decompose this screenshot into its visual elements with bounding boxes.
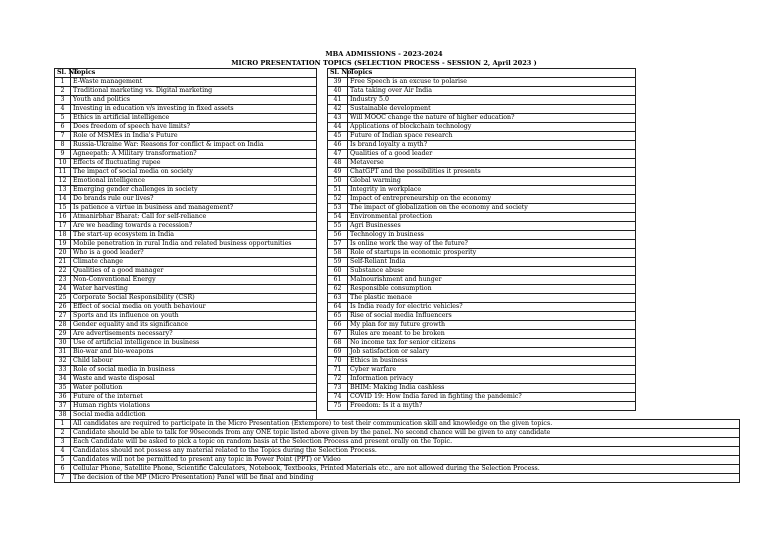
topic-text: Emotional intelligence <box>71 177 317 186</box>
topic-row <box>55 213 317 222</box>
row-number: 44 <box>328 123 348 132</box>
row-number: 30 <box>55 339 71 348</box>
topic-row <box>55 177 317 186</box>
row-number: 69 <box>328 348 348 357</box>
row-number: 72 <box>328 375 348 384</box>
row-number: 32 <box>55 357 71 366</box>
topic-row <box>328 213 636 222</box>
topic-row <box>55 249 317 258</box>
row-number: 1 <box>55 78 71 87</box>
topics-table-right <box>327 68 636 411</box>
topic-text: Effects of fluctuating rupee <box>71 159 317 168</box>
topic-row <box>55 186 317 195</box>
topic-text: BHIM: Making India cashless <box>348 384 636 393</box>
row-number: 5 <box>55 114 71 123</box>
row-number: 37 <box>55 402 71 411</box>
topic-text: Youth and politics <box>71 96 317 105</box>
topic-row <box>55 276 317 285</box>
topic-row <box>328 402 636 411</box>
row-number: 49 <box>328 168 348 177</box>
topic-row <box>328 267 636 276</box>
topic-row <box>328 249 636 258</box>
topic-row <box>328 186 636 195</box>
row-number: 4 <box>55 105 71 114</box>
topic-text: The impact of social media on society <box>71 168 317 177</box>
row-number: 6 <box>55 465 71 474</box>
row-number: 59 <box>328 258 348 267</box>
row-number: 55 <box>328 222 348 231</box>
row-number: 64 <box>328 303 348 312</box>
topic-text: Who is a good leader? <box>71 249 317 258</box>
row-number: 68 <box>328 339 348 348</box>
topic-text: Future of Indian space research <box>348 132 636 141</box>
row-number: 9 <box>55 150 71 159</box>
topic-text: Waste and waste disposal <box>71 375 317 384</box>
topic-text: My plan for my future growth <box>348 321 636 330</box>
topic-row <box>55 150 317 159</box>
row-number: 38 <box>55 411 71 420</box>
topic-row <box>328 231 636 240</box>
topic-text: Environmental protection <box>348 213 636 222</box>
topic-text: Tata taking over Air India <box>348 87 636 96</box>
topic-text: Will MOOC change the nature of higher education? <box>348 114 636 123</box>
topic-text: Effect of social media on youth behaviour <box>71 303 317 312</box>
topic-row <box>328 159 636 168</box>
row-number: 15 <box>55 204 71 213</box>
topic-row <box>328 195 636 204</box>
row-number: 27 <box>55 312 71 321</box>
topic-text: Bio-war and bio-weapons <box>71 348 317 357</box>
row-number: 39 <box>328 78 348 87</box>
topic-row <box>55 78 317 87</box>
header-sl-no: Sl. No <box>328 69 348 78</box>
topic-text: Mobile penetration in rural India and related business opportunities <box>71 240 317 249</box>
topic-text: Sports and its influence on youth <box>71 312 317 321</box>
row-number: 7 <box>55 474 71 483</box>
topic-row <box>328 87 636 96</box>
topic-text: Self-Reliant India <box>348 258 636 267</box>
topic-text: Climate change <box>71 258 317 267</box>
topic-text: Are advertisements necessary? <box>71 330 317 339</box>
topic-row <box>55 285 317 294</box>
topic-row <box>328 150 636 159</box>
topic-text: Applications of blockchain technology <box>348 123 636 132</box>
topic-text: Metaverse <box>348 159 636 168</box>
topic-text: Free Speech is an excuse to polarise <box>348 78 636 87</box>
document-title: MBA ADMISSIONS - 2023-2024 <box>325 50 443 58</box>
row-number: 58 <box>328 249 348 258</box>
row-number: 70 <box>328 357 348 366</box>
row-number: 31 <box>55 348 71 357</box>
topic-row <box>55 141 317 150</box>
note-text: Candidates should not possess any material related to the Topics during the Selection Process. <box>71 447 740 456</box>
topic-row <box>328 303 636 312</box>
topic-row <box>328 114 636 123</box>
topic-text: Non-Conventional Energy <box>71 276 317 285</box>
row-number: 3 <box>55 438 71 447</box>
topic-row <box>55 303 317 312</box>
topic-row <box>55 312 317 321</box>
row-number: 14 <box>55 195 71 204</box>
topic-row <box>328 384 636 393</box>
row-number: 8 <box>55 141 71 150</box>
topic-text: Malnourishment and hunger <box>348 276 636 285</box>
topic-row <box>328 357 636 366</box>
topic-row <box>328 312 636 321</box>
row-number: 42 <box>328 105 348 114</box>
row-number: 35 <box>55 384 71 393</box>
table-header-row <box>328 69 636 78</box>
topic-text: Ethics in artificial intelligence <box>71 114 317 123</box>
instructions-table <box>54 419 740 483</box>
topic-text: Cyber warfare <box>348 366 636 375</box>
topic-row <box>328 222 636 231</box>
note-text: Each Candidate will be asked to pick a topic on random basis at the Selection Process and present orally on the Topic. <box>71 438 740 447</box>
topic-text: Human rights violations <box>71 402 317 411</box>
row-number: 1 <box>55 420 71 429</box>
topic-row <box>55 294 317 303</box>
note-text: Candidates will not be permitted to present any topic in Power Point (PPT) or Video <box>71 456 740 465</box>
topic-text: Information privacy <box>348 375 636 384</box>
row-number: 13 <box>55 186 71 195</box>
topic-row <box>55 393 317 402</box>
topic-text: Gender equality and its significance <box>71 321 317 330</box>
topic-row <box>55 321 317 330</box>
row-number: 28 <box>55 321 71 330</box>
row-number: 23 <box>55 276 71 285</box>
topic-text: Sustainable development <box>348 105 636 114</box>
topic-text: Ethics in business <box>348 357 636 366</box>
document-subtitle: MICRO PRESENTATION TOPICS (SELECTION PROCESS - SESSION 2, April 2023 ) <box>231 59 537 67</box>
topic-text: Integrity in workplace <box>348 186 636 195</box>
row-number: 43 <box>328 114 348 123</box>
row-number: 34 <box>55 375 71 384</box>
topic-row <box>328 78 636 87</box>
header-sl-no: Sl. No <box>55 69 71 78</box>
topic-row <box>55 231 317 240</box>
row-number: 57 <box>328 240 348 249</box>
topic-row <box>55 105 317 114</box>
topic-row <box>55 402 317 411</box>
topic-text: Corporate Social Responsibility (CSR) <box>71 294 317 303</box>
row-number: 74 <box>328 393 348 402</box>
topic-row <box>55 159 317 168</box>
row-number: 19 <box>55 240 71 249</box>
topic-text: Role of MSMEs in India's Future <box>71 132 317 141</box>
row-number: 2 <box>55 87 71 96</box>
topic-row <box>55 348 317 357</box>
topic-text: Russia-Ukraine War: Reasons for conflict & impact on India <box>71 141 317 150</box>
topic-text: Use of artificial intelligence in business <box>71 339 317 348</box>
note-row <box>55 429 740 438</box>
topic-row <box>328 330 636 339</box>
topic-row <box>328 132 636 141</box>
topic-text: Do brands rule our lives? <box>71 195 317 204</box>
topic-text: Technology in business <box>348 231 636 240</box>
topic-text: Social media addiction <box>71 411 317 420</box>
topic-row <box>328 105 636 114</box>
row-number: 63 <box>328 294 348 303</box>
row-number: 50 <box>328 177 348 186</box>
row-number: 5 <box>55 456 71 465</box>
row-number: 73 <box>328 384 348 393</box>
row-number: 6 <box>55 123 71 132</box>
topic-row <box>55 204 317 213</box>
row-number: 53 <box>328 204 348 213</box>
topic-row <box>55 384 317 393</box>
topic-row <box>55 87 317 96</box>
topic-text: Water pollution <box>71 384 317 393</box>
row-number: 52 <box>328 195 348 204</box>
topic-text: Investing in education v/s investing in fixed assets <box>71 105 317 114</box>
row-number: 4 <box>55 447 71 456</box>
topics-table-left <box>54 68 317 420</box>
row-number: 26 <box>55 303 71 312</box>
topic-text: Is India ready for electric vehicles? <box>348 303 636 312</box>
row-number: 29 <box>55 330 71 339</box>
row-number: 46 <box>328 141 348 150</box>
row-number: 75 <box>328 402 348 411</box>
row-number: 47 <box>328 150 348 159</box>
topic-text: Freedom: Is it a myth? <box>348 402 636 411</box>
row-number: 18 <box>55 231 71 240</box>
topic-text: COVID 19: How India fared in fighting the pandemic? <box>348 393 636 402</box>
topic-row <box>328 339 636 348</box>
topic-text: Role of social media in business <box>71 366 317 375</box>
topic-row <box>55 330 317 339</box>
note-row <box>55 465 740 474</box>
row-number: 16 <box>55 213 71 222</box>
note-text: The decision of the MP (Micro Presentation) Panel will be final and binding <box>71 474 740 483</box>
row-number: 41 <box>328 96 348 105</box>
topic-row <box>55 240 317 249</box>
row-number: 12 <box>55 177 71 186</box>
row-number: 10 <box>55 159 71 168</box>
topic-text: Responsible consumption <box>348 285 636 294</box>
topic-text: The plastic menace <box>348 294 636 303</box>
topic-row <box>328 348 636 357</box>
note-text: Cellular Phone, Satellite Phone, Scientific Calculators, Notebook, Textbooks, Printed Materials etc., are not allowed during the Selection Process. <box>71 465 740 474</box>
topic-text: Are we heading towards a recession? <box>71 222 317 231</box>
row-number: 24 <box>55 285 71 294</box>
topic-text: Qualities of a good leader <box>348 150 636 159</box>
topic-text: Job satisfaction or salary <box>348 348 636 357</box>
table-header-row <box>55 69 317 78</box>
topic-row <box>328 204 636 213</box>
row-number: 60 <box>328 267 348 276</box>
note-row <box>55 438 740 447</box>
topic-text: Agneepath: A Military transformation? <box>71 150 317 159</box>
topic-text: ChatGPT and the possibilities it presents <box>348 168 636 177</box>
topic-row <box>328 123 636 132</box>
topic-row <box>328 177 636 186</box>
note-text: All candidates are required to participate in the Micro Presentation (Extempore) to test their communication skill and knowledge on the given topics. <box>71 420 740 429</box>
topic-text: Child labour <box>71 357 317 366</box>
topic-row <box>55 375 317 384</box>
topic-text: Atmanirbhar Bharat: Call for self-reliance <box>71 213 317 222</box>
row-number: 48 <box>328 159 348 168</box>
topic-row <box>55 267 317 276</box>
row-number: 11 <box>55 168 71 177</box>
topic-text: E-Waste management <box>71 78 317 87</box>
topic-text: The impact of globalization on the economy and society <box>348 204 636 213</box>
row-number: 25 <box>55 294 71 303</box>
row-number: 51 <box>328 186 348 195</box>
topic-row <box>55 339 317 348</box>
topic-text: Emerging gender challenges in society <box>71 186 317 195</box>
topic-text: Qualities of a good manager <box>71 267 317 276</box>
topic-text: Role of startups in economic prosperity <box>348 249 636 258</box>
topic-row <box>328 168 636 177</box>
topic-row <box>55 123 317 132</box>
row-number: 22 <box>55 267 71 276</box>
header-topics: Topics <box>71 69 317 78</box>
topic-row <box>55 132 317 141</box>
topic-row <box>328 258 636 267</box>
topic-text: Is brand loyalty a myth? <box>348 141 636 150</box>
row-number: 7 <box>55 132 71 141</box>
row-number: 61 <box>328 276 348 285</box>
topic-text: Future of the internet <box>71 393 317 402</box>
topic-row <box>55 96 317 105</box>
note-row <box>55 474 740 483</box>
topic-text: Rules are meant to be broken <box>348 330 636 339</box>
row-number: 17 <box>55 222 71 231</box>
row-number: 56 <box>328 231 348 240</box>
topic-text: Impact of entrepreneurship on the economy <box>348 195 636 204</box>
row-number: 62 <box>328 285 348 294</box>
topic-row <box>328 375 636 384</box>
topic-row <box>55 357 317 366</box>
topic-text: Water harvesting <box>71 285 317 294</box>
row-number: 33 <box>55 366 71 375</box>
row-number: 54 <box>328 213 348 222</box>
row-number: 36 <box>55 393 71 402</box>
topic-row <box>55 258 317 267</box>
topic-row <box>328 294 636 303</box>
topic-row <box>55 222 317 231</box>
topic-text: No income tax for senior citizens <box>348 339 636 348</box>
row-number: 21 <box>55 258 71 267</box>
topic-row <box>328 276 636 285</box>
topic-text: Does freedom of speech have limits? <box>71 123 317 132</box>
note-text: Candidate should be able to talk for 90seconds from any ONE topic listed above given by the panel. No second chance will be given to any candidate <box>71 429 740 438</box>
topic-text: Rise of social media Influencers <box>348 312 636 321</box>
row-number: 65 <box>328 312 348 321</box>
topic-row <box>55 168 317 177</box>
topic-text: Substance abuse <box>348 267 636 276</box>
topic-row <box>55 195 317 204</box>
topic-text: Traditional marketing vs. Digital marketing <box>71 87 317 96</box>
row-number: 3 <box>55 96 71 105</box>
topic-text: Agri Businesses <box>348 222 636 231</box>
topic-text: Industry 5.0 <box>348 96 636 105</box>
topic-row <box>328 366 636 375</box>
topic-text: Global warming <box>348 177 636 186</box>
topic-row <box>328 141 636 150</box>
header-topics: Topics <box>348 69 636 78</box>
topic-row <box>328 96 636 105</box>
topic-row <box>328 285 636 294</box>
topic-text: Is online work the way of the future? <box>348 240 636 249</box>
topic-text: Is patience a virtue in business and management? <box>71 204 317 213</box>
row-number: 40 <box>328 87 348 96</box>
topic-row <box>328 321 636 330</box>
topic-row <box>55 114 317 123</box>
topic-text: The start-up ecosystem in India <box>71 231 317 240</box>
note-row <box>55 420 740 429</box>
row-number: 45 <box>328 132 348 141</box>
topic-row <box>328 393 636 402</box>
note-row <box>55 456 740 465</box>
topic-row <box>328 240 636 249</box>
row-number: 67 <box>328 330 348 339</box>
note-row <box>55 447 740 456</box>
topic-row <box>55 366 317 375</box>
row-number: 71 <box>328 366 348 375</box>
row-number: 20 <box>55 249 71 258</box>
row-number: 66 <box>328 321 348 330</box>
row-number: 2 <box>55 429 71 438</box>
